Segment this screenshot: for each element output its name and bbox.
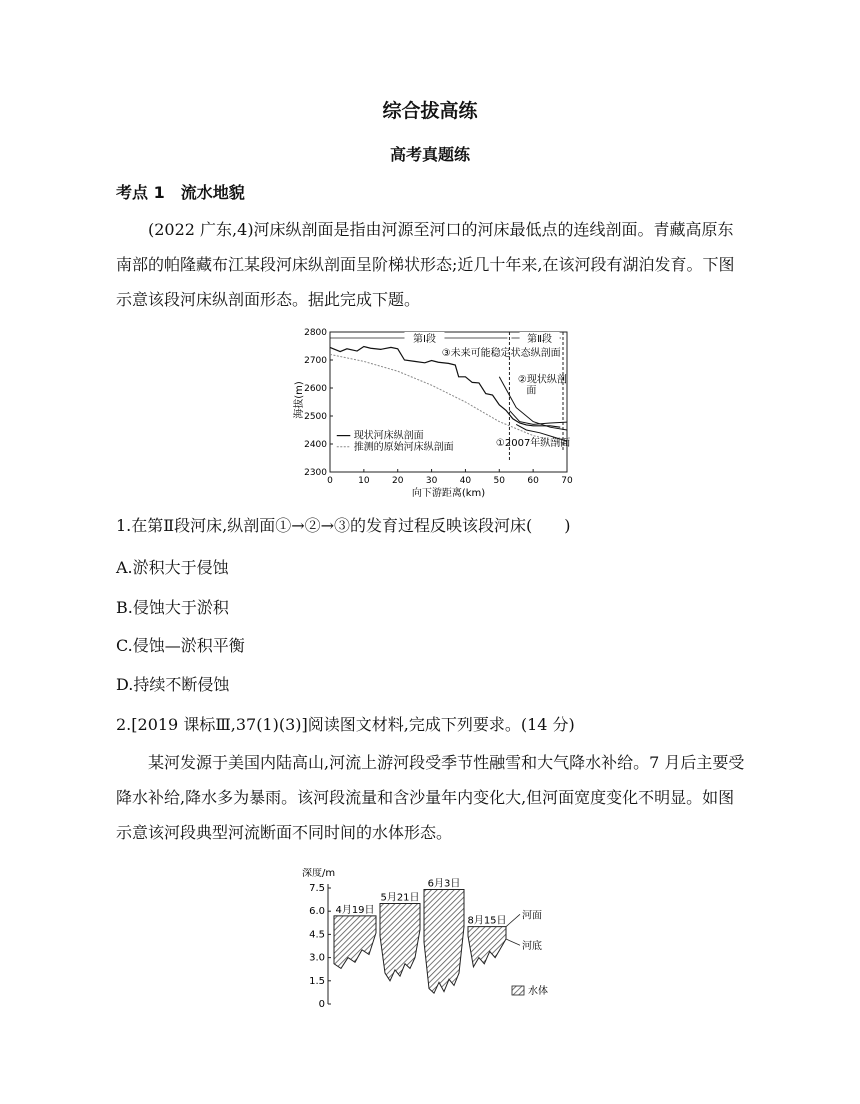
y-tick-label: 2500: [304, 412, 327, 422]
y-tick-label: 2800: [304, 328, 327, 338]
x-tick-label: 70: [561, 476, 573, 486]
q1-intro: (2022 广东,4)河床纵剖面是指由河源至河口的河床最低点的连线剖面。青藏高原东南部的帕隆藏布江某段河床纵剖面呈阶梯状形态;近几十年来,在该河段有湖泊发育。下图示意该段河床纵剖面形态。据此完成下题。: [116, 220, 735, 309]
y-axis-label: 海拔(m): [294, 381, 305, 419]
legend-label-current: 现状河床纵剖面: [353, 430, 424, 442]
y-tick-label: 2600: [304, 384, 327, 394]
surface-leader: [506, 914, 520, 926]
y-tick-label: 2300: [304, 468, 327, 478]
segment-2-label: 第Ⅱ段: [527, 334, 553, 345]
segment-1-label: 第Ⅰ段: [413, 334, 436, 345]
annotation-present: ②现状纵剖: [517, 374, 567, 386]
x-tick-label: 20: [391, 476, 404, 486]
section-jun3: [424, 890, 464, 994]
x-tick-label: 30: [425, 476, 438, 486]
surface-label: 河面: [522, 910, 542, 922]
bottom-label: 河底: [522, 941, 542, 953]
page-subtitle: 高考真题练: [389, 145, 470, 164]
y-tick-label: 2700: [304, 356, 327, 366]
legend-swatch: [512, 986, 524, 995]
q1-option-a[interactable]: A.淤积大于侵蚀: [116, 558, 229, 577]
annotation-future: ③未来可能稳定状态纵剖面: [441, 347, 561, 359]
x-tick-label: 10: [358, 476, 370, 486]
cross-section-chart: [300, 868, 560, 1018]
annotation-2007: ①2007年纵剖面: [495, 438, 571, 450]
bottom-leader: [506, 939, 520, 945]
y-axis-label: 深度/m: [302, 868, 336, 879]
section-aug15: [468, 927, 506, 967]
section-may21: [380, 903, 420, 980]
x-tick-label: 40: [459, 476, 472, 486]
section-heading: 考点 1 流水地貌: [116, 183, 245, 202]
y-tick-label: 0: [318, 999, 325, 1010]
y-tick-label: 6.0: [309, 906, 325, 918]
y-tick-label: 2400: [304, 440, 327, 450]
date-label: 6月3日: [427, 878, 461, 890]
q1-option-c[interactable]: C.侵蚀—淤积平衡: [116, 636, 245, 655]
q2-stem: 2.[2019 课标Ⅲ,37(1)(3)]阅读图文材料,完成下列要求。(14 分): [116, 715, 575, 734]
x-tick-label: 50: [493, 476, 506, 486]
annotation-present-cont: 面: [526, 385, 537, 397]
y-tick-label: 4.5: [309, 929, 325, 941]
profile-chart: [290, 320, 580, 500]
y-tick-label: 1.5: [309, 975, 325, 987]
q1-option-b[interactable]: B.侵蚀大于淤积: [116, 598, 229, 617]
legend-label: 水体: [528, 986, 548, 997]
date-label: 5月21日: [380, 892, 420, 904]
x-tick-label: 60: [527, 476, 539, 486]
x-axis-label: 向下游距离(km): [411, 488, 486, 499]
x-tick-label: 0: [327, 476, 333, 486]
y-tick-label: 3.0: [309, 952, 325, 964]
date-label: 8月15日: [467, 915, 507, 927]
date-label: 4月19日: [335, 904, 375, 916]
q1-stem: 1.在第Ⅱ段河床,纵剖面①→②→③的发育过程反映该段河床( ): [116, 516, 571, 535]
q1-option-d[interactable]: D.持续不断侵蚀: [116, 675, 230, 694]
y-tick-label: 7.5: [309, 883, 325, 894]
section-apr19: [334, 916, 376, 969]
q2-material: 某河发源于美国内陆高山,河流上游河段受季节性融雪和大气降水补给。7 月后主要受降水补给,降水多为暴雨。该河段流量和含沙量年内变化大,但河面宽度变化不明显。如图示意该河段典型河流断面不同时间的水体形态。: [116, 753, 745, 842]
legend-label-original: 推测的原始河床纵剖面: [353, 441, 454, 453]
page-title: 综合拔高练: [382, 100, 478, 122]
